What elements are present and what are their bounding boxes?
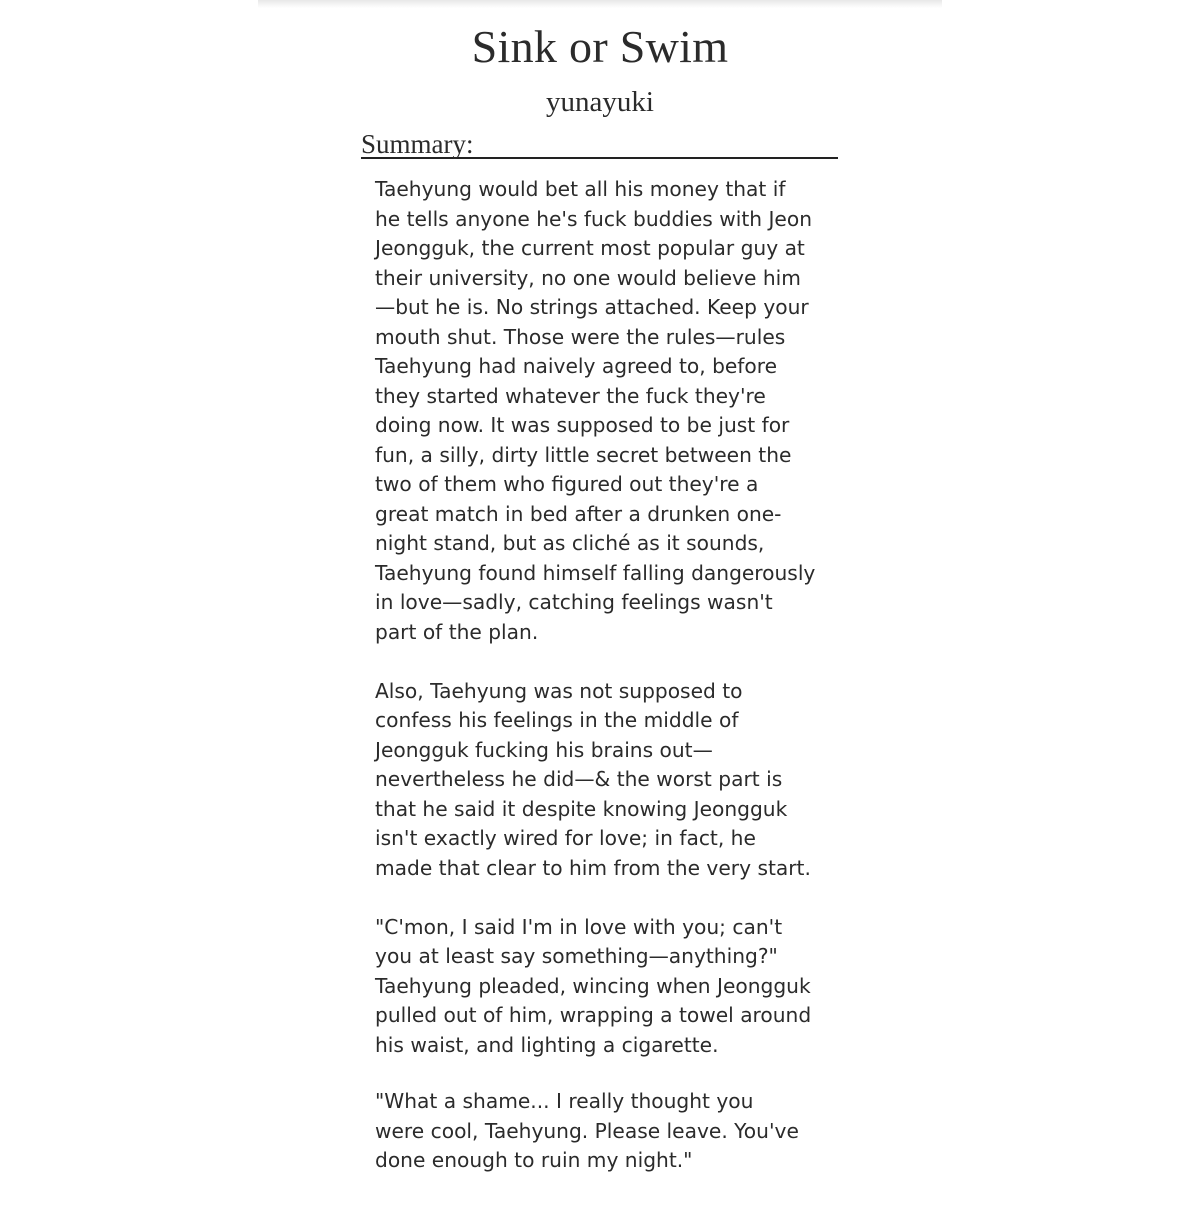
summary-line: Jeongguk, the current most popular guy at (375, 236, 805, 260)
summary-line: in love—sadly, catching feelings wasn't (375, 590, 773, 614)
top-edge-strip (258, 0, 942, 8)
summary-line: he tells anyone he's fuck buddies with Jeon (375, 206, 812, 231)
summary-line: isn't exactly wired for love; in fact, he (375, 826, 756, 850)
summary-line: were cool, Taehyung. Please leave. You've (375, 1118, 799, 1143)
summary-line: Also, Taehyung was not supposed to (375, 678, 743, 703)
summary-line: Taehyung found himself falling dangerously (375, 560, 816, 585)
summary-line: their university, no one would believe him (375, 265, 801, 290)
summary-heading: Summary: (361, 129, 838, 159)
summary-paragraph (375, 175, 845, 647)
summary-line: part of the plan. (375, 619, 539, 644)
summary-line: Taehyung had naively agreed to, before (375, 354, 778, 378)
summary-line: doing now. It was supposed to be just for (375, 413, 790, 437)
summary-line: "C'mon, I said I'm in love with you; can't (375, 914, 783, 939)
summary-paragraph (375, 1087, 845, 1176)
summary-line: Jeongguk fucking his brains out— (375, 737, 713, 762)
summary-line: his waist, and lighting a cigarette. (375, 1032, 719, 1057)
summary-line: nevertheless he did—& the worst part is (375, 767, 783, 791)
summary-line: —but he is. No strings attached. Keep your (375, 295, 809, 319)
summary-line: pulled out of him, wrapping a towel around (375, 1003, 812, 1027)
summary-paragraph (375, 677, 845, 884)
summary-line: great match in bed after a drunken one- (375, 501, 782, 526)
summary-line: "What a shame... I really thought you (375, 1089, 754, 1113)
summary-line: mouth shut. Those were the rules—rules (375, 324, 786, 349)
summary-line: night stand, but as cliché as it sounds, (375, 531, 765, 555)
summary-line: made that clear to him from the very start. (375, 855, 811, 880)
summary-line: they started whatever the fuck they're (375, 383, 766, 408)
summary-body (375, 175, 845, 1205)
summary-paragraph (375, 913, 845, 1061)
summary-line: Taehyung would bet all his money that if (375, 177, 786, 201)
summary-line: done enough to ruin my night." (375, 1148, 693, 1172)
summary-line: that he said it despite knowing Jeongguk (375, 796, 788, 821)
work-title: Sink or Swim (471, 21, 729, 72)
summary-line: you at least say something—anything?" (375, 944, 778, 968)
summary-line: confess his feelings in the middle of (375, 708, 739, 732)
summary-line: fun, a silly, dirty little secret between the (375, 442, 792, 467)
work-author[interactable]: yunayuki (546, 86, 654, 118)
summary-line: two of them who figured out they're a (375, 472, 759, 496)
summary-line: Taehyung pleaded, wincing when Jeongguk (375, 973, 811, 998)
